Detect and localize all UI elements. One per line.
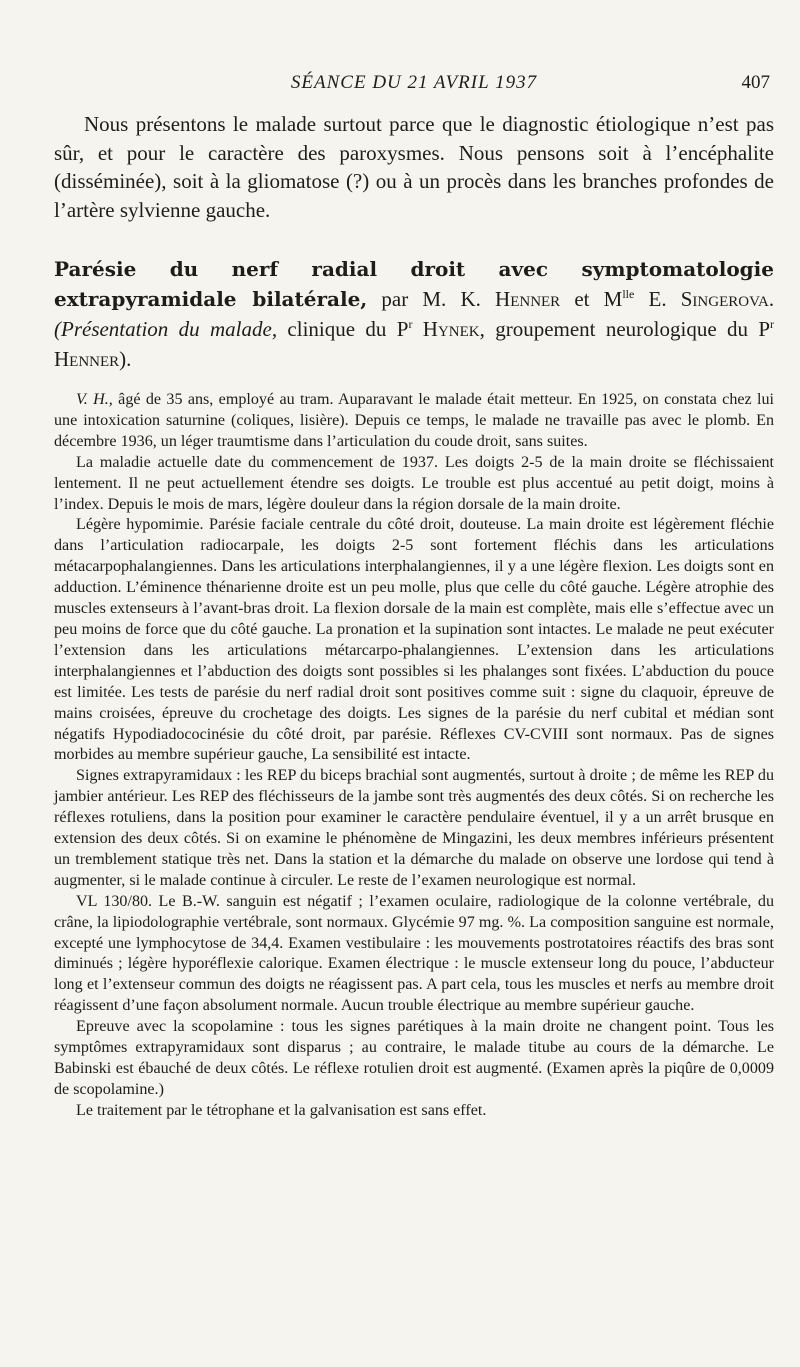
clinic-prefix: clinique du P [287, 317, 409, 341]
clinic-hynek: Hynek [422, 317, 480, 341]
case-report [54, 390, 774, 1122]
pr-superscript-2: r [770, 317, 775, 331]
case-paragraph-3: Légère hypomimie. Parésie faciale centrale du côté droit, douteuse. La main droite est légèrement fléchie dans l’articulation radiocarpale, les doigts 2-5 sont fortement fléchis dans les articulations métacarpophalangiennes. Dans les articulations interphalangiennes, il y a une légère flexion. Les doigts sont en adduction. L’éminence thénarienne droite est un peu molle, plus que celle du côté gauche. Légère atrophie des muscles extenseurs à l’avant-bras droit. La flexion dorsale de la main est complète, mais elle s’effectue avec un peu moins de force que du côté gauche. La pronation et la supination sont intactes. Le malade ne peut exécuter l’extension dans les articulations métarcarpo-phalangiennes. L’extension dans les articulations interphalangiennes et l’abduction des doigts sont possibles si les phalanges sont fixées. L’abduction du pouce est limitée. Les tests de parésie du nerf radial droit sont positives comme suit : signe du claquoir, épreuve de mains croisées, épreuve du crochetage des doigts. Les signes de la parésie du nerf cubital et médian sont négatifs Hypodiadococinésie du côté droit, par parésie. Réflexes CV-CVIII sont normaux. Pas de signes morbides au membre supérieur gauche, La sensibilité est intacte. [54, 516, 774, 764]
case-paragraph-2: La maladie actuelle date du commencement de 1937. Les doigts 2-5 de la main droite se fléchissaient lentement. Il ne peut actuellement étendre ses doigts. Le trouble est plus accentué au petit doigt, moins à l’index. Depuis le mois de mars, légère douleur dans la région dorsale de la main droite. [54, 453, 774, 513]
page-number: 407 [741, 72, 770, 93]
author2-initial: E. [648, 287, 667, 311]
case-text-1: âgé de 35 ans, employé au tram. Auparavant le malade était metteur. En 1925, on constata chez lui une intoxication saturnine (coliques, lisière). Depuis ce temps, le malade ne travaille pas avec le plomb. En décembre 1936, un léger traumtisme dans l’articulation du coude droit, sans suites. [54, 391, 774, 450]
article-heading [54, 254, 774, 374]
article-and: et M [574, 287, 623, 311]
page-header [54, 66, 774, 96]
document-page [54, 66, 774, 1122]
author-singerova: Singerova [680, 287, 769, 311]
case-paragraph-7: Le traitement par le tétrophane et la galvanisation est sans effet. [76, 1101, 487, 1119]
author-henner: Henner [495, 287, 561, 311]
group-henner: Henner [54, 347, 120, 371]
case-paragraph-6: Epreuve avec la scopolamine : tous les signes parétiques à la main droite ne changent point. Tous les symptômes extrapyramidaux sont disparus ; au contraire, le malade titube au cours de la démarche. Le Babinski est ébauché de deux côtés. Le réflexe rotulien droit est augmenté. (Examen après la piqûre de 0,0009 de scopolamine.) [54, 1018, 774, 1098]
patient-initials: V. H., [76, 391, 113, 408]
pr-superscript-1: r [408, 317, 413, 331]
article-by: par M. K. [381, 287, 481, 311]
intro-paragraph: Nous présentons le malade surtout parce que le diagnostic étiologique n’est pas sûr, et pour le caractère des paroxysmes. Nous pensons soit à l’encéphalite (disséminée), soit à la gliomatose (?) ou à un procès dans les branches profondes de l’artère sylvienne gauche. [54, 112, 774, 222]
presentation-note: (Présentation du malade, [54, 317, 278, 341]
article-title: Parésie du nerf radial droit avec symptomatologie extrapyramidale bilatérale, [54, 257, 774, 311]
running-title: SÉANCE DU 21 AVRIL 1937 [290, 72, 538, 93]
case-paragraph-4: Signes extrapyramidaux : les REP du biceps brachial sont augmentés, surtout à droite ; de même les REP du jambier antérieur. Les REP des fléchisseurs de la jambe sont très augmentés des deux côtés. Si on recherche les réflexes rotuliens, dans la position pour examiner le caractère pendulaire éventuel, il y a un arrêt brusque en extension des deux côtés. Si on examine le phénomène de Mingazini, les deux membres inférieurs présentent un tremblement statique très net. Dans la station et la démarche du malade on observe une lordose qui tend à augmenter, si le malade continue à circuler. Le reste de l’examen neurologique est normal. [54, 767, 774, 889]
case-paragraph-1 [54, 390, 774, 453]
mlle-superscript: lle [622, 287, 635, 301]
heading-close: ). [119, 347, 132, 371]
article-period: . [768, 287, 775, 311]
group-text: , groupement neurologique du P [479, 317, 771, 341]
case-paragraph-5: VL 130/80. Le B.-W. sanguin est négatif ; l’examen oculaire, radiologique de la colonne vertébrale, du crâne, la lipiodolographie vertébrale, sont normaux. Glycémie 97 mg. %. La composition sanguine est normale, excepté une lymphocytose de 34,4. Examen vestibulaire : les mouvements postrotatoires réactifs des bras sont diminués ; légère hyporéflexie calorique. Examen électrique : le muscle extenseur long du pouce, l’abducteur long et l’extenseur commun des doigts ne réagissent pas. A part cela, tous les muscles et nerfs au membre droit réagissent d’une façon absolument normale. Aucun trouble électrique au membre supérieur gauche. [54, 892, 774, 1015]
